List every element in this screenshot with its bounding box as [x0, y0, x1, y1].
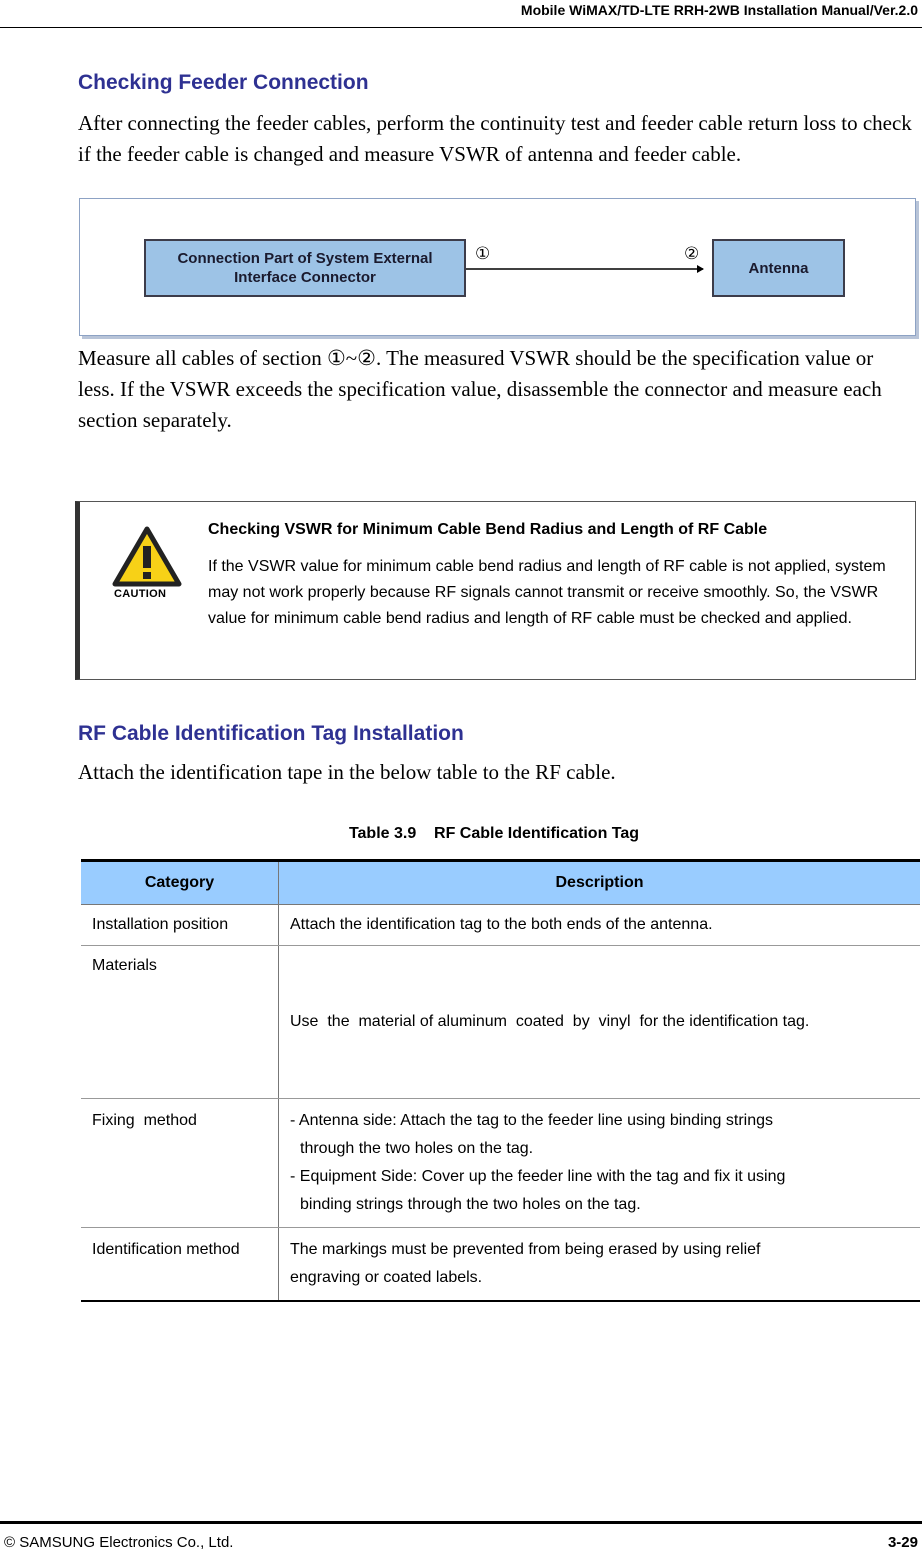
rf-tag-table — [81, 859, 920, 1302]
caution-title: Checking VSWR for Minimum Cable Bend Radius and Length of RF Cable — [208, 521, 768, 538]
measure-paragraph: Measure all cables of section ①~②. The measured VSWR should be the specification value or less. If the VSWR exceeds the specification value, disassemble the connector and measure each section separately. — [78, 346, 882, 432]
description-line: engraving or coated labels. — [290, 1269, 483, 1286]
caution-label: CAUTION — [114, 588, 167, 600]
document-header-title: Mobile WiMAX/TD-LTE RRH-2WB Installation Manual/Ver.2.0 — [520, 2, 918, 18]
antenna-box: Antenna — [712, 239, 845, 297]
system-connector-box: Connection Part of System External Interface Connector — [144, 239, 466, 297]
table-row — [81, 946, 920, 1099]
footer-copyright: © SAMSUNG Electronics Co., Ltd. — [4, 1534, 234, 1551]
table-row — [81, 905, 920, 946]
footer-divider — [0, 1521, 922, 1524]
table-header-row — [81, 861, 920, 905]
description-line: The markings must be prevented from being erased by using relief — [290, 1241, 761, 1258]
row-category: Materials — [81, 946, 279, 1099]
table-caption: Table 3.9 RF Cable Identification Tag — [348, 825, 640, 842]
header-divider — [0, 27, 922, 28]
row-category: Installation position — [81, 905, 279, 946]
marker-start: ① — [475, 244, 491, 263]
description-line: - Equipment Side: Cover up the feeder line with the tag and fix it using — [290, 1168, 786, 1185]
rf-tag-intro-paragraph: Attach the identification tape in the below table to the RF cable. — [78, 760, 616, 784]
row-category: Fixing method — [81, 1099, 279, 1228]
row-description — [279, 905, 921, 946]
header-category: Category — [81, 861, 279, 905]
header-description: Description — [279, 861, 921, 905]
description-line: Use the material of aluminum coated by vinyl for the identification tag. — [290, 1013, 810, 1030]
caution-notice — [75, 501, 916, 680]
description-line: through the two holes on the tag. — [300, 1140, 534, 1157]
arrow-head — [697, 265, 704, 273]
section-title-feeder: Checking Feeder Connection — [78, 71, 369, 94]
feeder-connection-diagram — [79, 198, 916, 336]
row-description — [279, 946, 921, 1099]
row-description — [279, 1099, 921, 1228]
connection-arrow — [466, 259, 712, 279]
page-number: 3-29 — [887, 1534, 918, 1551]
row-description — [279, 1228, 921, 1302]
description-line: - Antenna side: Attach the tag to the feeder line using binding strings — [290, 1112, 773, 1129]
row-category: Identification method — [81, 1228, 279, 1302]
section-title-rf-tag: RF Cable Identification Tag Installation — [78, 722, 464, 745]
table-row — [81, 1228, 920, 1302]
description-line: binding strings through the two holes on the tag. — [300, 1196, 641, 1213]
feeder-intro-paragraph: After connecting the feeder cables, perform the continuity test and feeder cable return loss to check if the feeder cable is changed and measure VSWR of antenna and feeder cable. — [78, 111, 912, 166]
caution-icon — [112, 526, 182, 588]
table-row — [81, 1099, 920, 1228]
caution-text: If the VSWR value for minimum cable bend radius and length of RF cable is not applied, system may not work properly because RF signals cannot transmit or receive smoothly. So, the VSWR value for minimum cable bend radius and length of RF cable must be checked and applied. — [208, 558, 886, 627]
description-line: Attach the identification tag to the both ends of the antenna. — [290, 916, 713, 933]
marker-end: ② — [684, 244, 700, 263]
